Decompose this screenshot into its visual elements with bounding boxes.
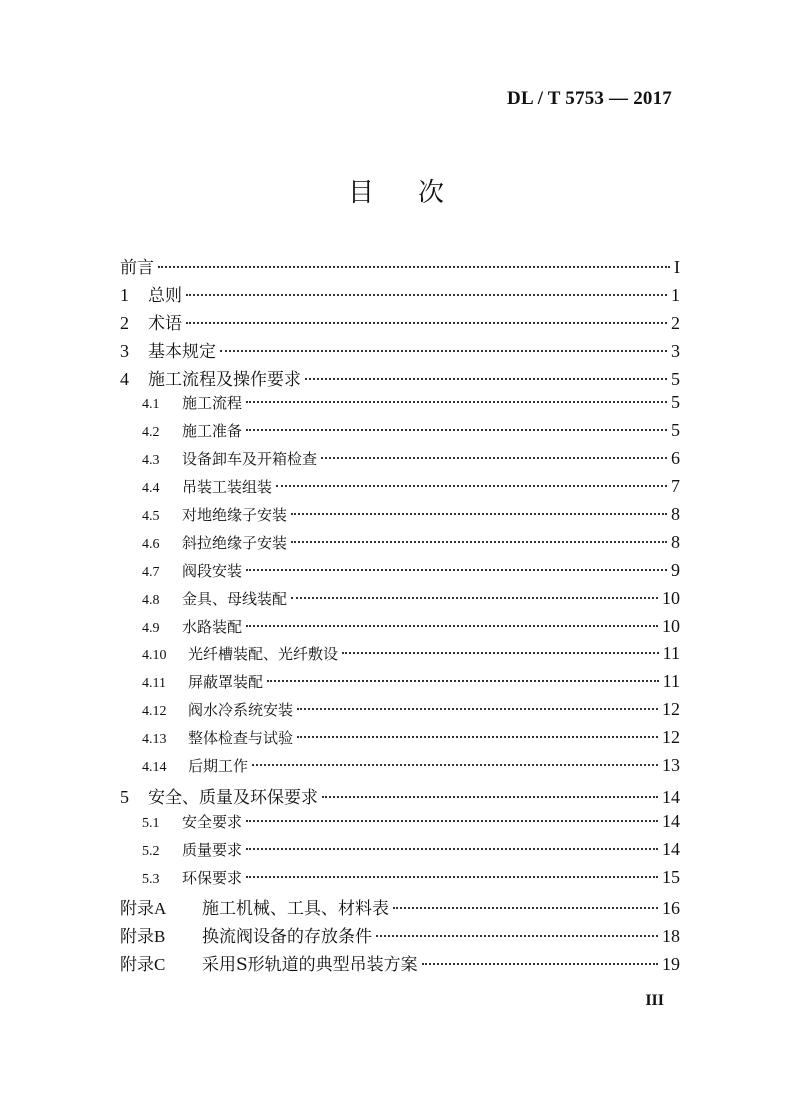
dot-leader <box>246 401 667 403</box>
toc-entry-label: 斜拉绝缘子安装 <box>182 533 288 552</box>
toc-entry[interactable] <box>120 309 680 337</box>
toc-entry-label: 吊装工装组装 <box>182 478 273 497</box>
toc-entry-number: 附录A <box>120 899 167 919</box>
toc-entry-page: 5 <box>671 420 680 441</box>
dot-leader <box>422 963 658 965</box>
dot-leader <box>276 485 667 487</box>
page-number: III <box>645 992 664 1009</box>
toc-entry-number: 4.13 <box>142 732 167 748</box>
dot-leader <box>297 708 658 710</box>
toc-entry[interactable] <box>120 365 680 393</box>
dot-leader <box>220 350 667 352</box>
toc-entry-page: 11 <box>662 643 680 664</box>
toc-entry[interactable] <box>120 588 680 616</box>
toc-entry-number: 附录B <box>120 927 166 947</box>
dot-leader <box>246 820 658 822</box>
dot-leader <box>246 848 658 850</box>
toc-entry[interactable] <box>120 839 680 867</box>
toc-entry[interactable] <box>120 560 680 588</box>
toc-entry-page: 12 <box>662 699 680 720</box>
dot-leader <box>321 457 667 459</box>
dot-leader <box>252 764 658 766</box>
toc-entry-number: 3 <box>120 340 129 361</box>
toc-entry-number: 1 <box>120 284 129 305</box>
toc-title: 目次 <box>347 178 488 208</box>
toc-entry-label: 阀水冷系统安装 <box>188 701 294 720</box>
dot-leader <box>158 266 670 268</box>
toc-entry-number: 4.5 <box>142 509 160 525</box>
toc-entry-label: 换流阀设备的存放条件 <box>202 927 372 948</box>
dot-leader <box>322 796 658 798</box>
dot-leader <box>291 541 667 543</box>
toc-entry-number: 2 <box>120 312 129 333</box>
toc-entry-page: 14 <box>662 838 680 859</box>
toc-entry-label: 光纤槽装配、光纤敷设 <box>188 645 339 664</box>
toc-entry[interactable] <box>120 253 680 281</box>
toc-entry-number: 4.10 <box>142 648 167 664</box>
toc-entry-label: 对地绝缘子安装 <box>182 506 288 525</box>
toc-entry-page: 3 <box>671 340 680 361</box>
toc-entry-label: 阀段安装 <box>182 561 243 580</box>
toc-entry-label: 总则 <box>148 285 182 306</box>
dot-leader <box>246 625 658 627</box>
toc-entry-page: 10 <box>662 615 680 636</box>
toc-entry-page: 19 <box>662 954 680 975</box>
toc-entry[interactable] <box>120 504 680 532</box>
toc-entry[interactable] <box>120 532 680 560</box>
toc-entry-number: 4.12 <box>142 704 167 720</box>
dot-leader <box>297 736 658 738</box>
toc-entry-label: 环保要求 <box>182 868 243 887</box>
toc-entry[interactable] <box>120 281 680 309</box>
toc-entry-number: 4.7 <box>142 564 160 580</box>
toc-entry-number: 4.9 <box>142 620 160 636</box>
toc-entry-label: 质量要求 <box>182 840 243 859</box>
dot-leader <box>246 876 658 878</box>
toc-entry-label: 采用S形轨道的典型吊装方案 <box>202 955 418 976</box>
toc-entry-number: 4.2 <box>142 425 160 441</box>
toc-entry-page: 14 <box>662 786 680 807</box>
toc-entry[interactable] <box>120 922 680 950</box>
toc-entry-number: 4.14 <box>142 760 167 776</box>
toc-entry-page: 14 <box>662 810 680 831</box>
toc-entry-number: 4 <box>120 368 129 389</box>
toc-entry-label: 水路装配 <box>182 617 243 636</box>
toc-entry-page: 9 <box>671 559 680 580</box>
toc-entry-label: 安全、质量及环保要求 <box>148 787 318 808</box>
toc-entry-label: 金具、母线装配 <box>182 589 288 608</box>
toc-entry-label: 施工准备 <box>182 422 243 441</box>
toc-entry-number: 4.3 <box>142 453 160 469</box>
toc-entry-page: 18 <box>662 926 680 947</box>
toc-entry-page: 2 <box>671 312 680 333</box>
dot-leader <box>246 569 667 571</box>
toc-entry[interactable] <box>120 616 680 644</box>
toc-entry[interactable] <box>120 811 680 839</box>
toc-entry-label: 施工流程及操作要求 <box>148 369 301 390</box>
toc-entry[interactable] <box>120 476 680 504</box>
toc-entry-page: 5 <box>671 392 680 413</box>
toc-entry-label: 术语 <box>148 313 182 334</box>
toc-entry[interactable] <box>120 894 680 922</box>
toc-entry-page: 1 <box>671 284 680 305</box>
dot-leader <box>267 680 659 682</box>
toc-entry[interactable] <box>120 755 680 783</box>
toc-entry-page: 5 <box>671 368 680 389</box>
dot-leader <box>393 907 658 909</box>
dot-leader <box>342 652 659 654</box>
toc-entry-number: 5.2 <box>142 843 160 859</box>
dot-leader <box>246 429 667 431</box>
toc-entry-label: 后期工作 <box>188 757 249 776</box>
toc-entry-number: 5 <box>120 786 129 807</box>
toc-entry-label: 屏蔽罩装配 <box>188 673 264 692</box>
toc-entry-label: 施工机械、工具、材料表 <box>202 899 389 920</box>
toc-entry[interactable] <box>120 448 680 476</box>
dot-leader <box>186 322 667 324</box>
toc-entry-number: 4.1 <box>142 397 160 413</box>
toc-entry-page: 8 <box>671 531 680 552</box>
dot-leader <box>291 597 658 599</box>
toc-entry-number: 4.11 <box>142 676 166 692</box>
dot-leader <box>376 935 658 937</box>
dot-leader <box>291 513 667 515</box>
toc-entry-number: 附录C <box>120 955 166 975</box>
toc-entry[interactable] <box>120 950 680 978</box>
toc-entry[interactable] <box>120 671 680 699</box>
dot-leader <box>186 294 667 296</box>
toc-entry-number: 4.4 <box>142 481 160 497</box>
toc-entry-label: 施工流程 <box>182 394 243 413</box>
toc-entry-page: 8 <box>671 504 680 525</box>
toc-entry-label: 前言 <box>120 258 154 278</box>
toc-entry[interactable] <box>120 420 680 448</box>
toc-entry-page: 10 <box>662 587 680 608</box>
dot-leader <box>305 378 667 380</box>
toc-entry-number: 5.1 <box>142 815 160 831</box>
toc-entry-number: 4.6 <box>142 536 160 552</box>
toc-entry[interactable] <box>120 727 680 755</box>
toc-entry[interactable] <box>120 867 680 895</box>
toc-entry[interactable] <box>120 392 680 420</box>
toc-entry-number: 4.8 <box>142 592 160 608</box>
toc-entry-page: 12 <box>662 727 680 748</box>
toc-entry-label: 基本规定 <box>148 341 216 362</box>
toc-entry-label: 整体检查与试验 <box>188 729 294 748</box>
toc-entry-page: 13 <box>662 755 680 776</box>
toc-entry-page: 6 <box>671 448 680 469</box>
toc-entry-page: 15 <box>662 866 680 887</box>
toc-entry-page: 11 <box>662 671 680 692</box>
toc-entry-number: 5.3 <box>142 871 160 887</box>
toc-entry-label: 设备卸车及开箱检查 <box>182 450 318 469</box>
toc-entry[interactable] <box>120 643 680 671</box>
toc-entry-page: 16 <box>662 898 680 919</box>
toc-entry[interactable] <box>120 337 680 365</box>
toc-entry-page: I <box>674 257 680 277</box>
standard-code: DL / T 5753 — 2017 <box>507 88 672 109</box>
toc-entry[interactable] <box>120 699 680 727</box>
table-of-contents <box>120 253 680 978</box>
toc-entry[interactable] <box>120 783 680 811</box>
toc-entry-page: 7 <box>671 476 680 497</box>
toc-entry-label: 安全要求 <box>182 812 243 831</box>
